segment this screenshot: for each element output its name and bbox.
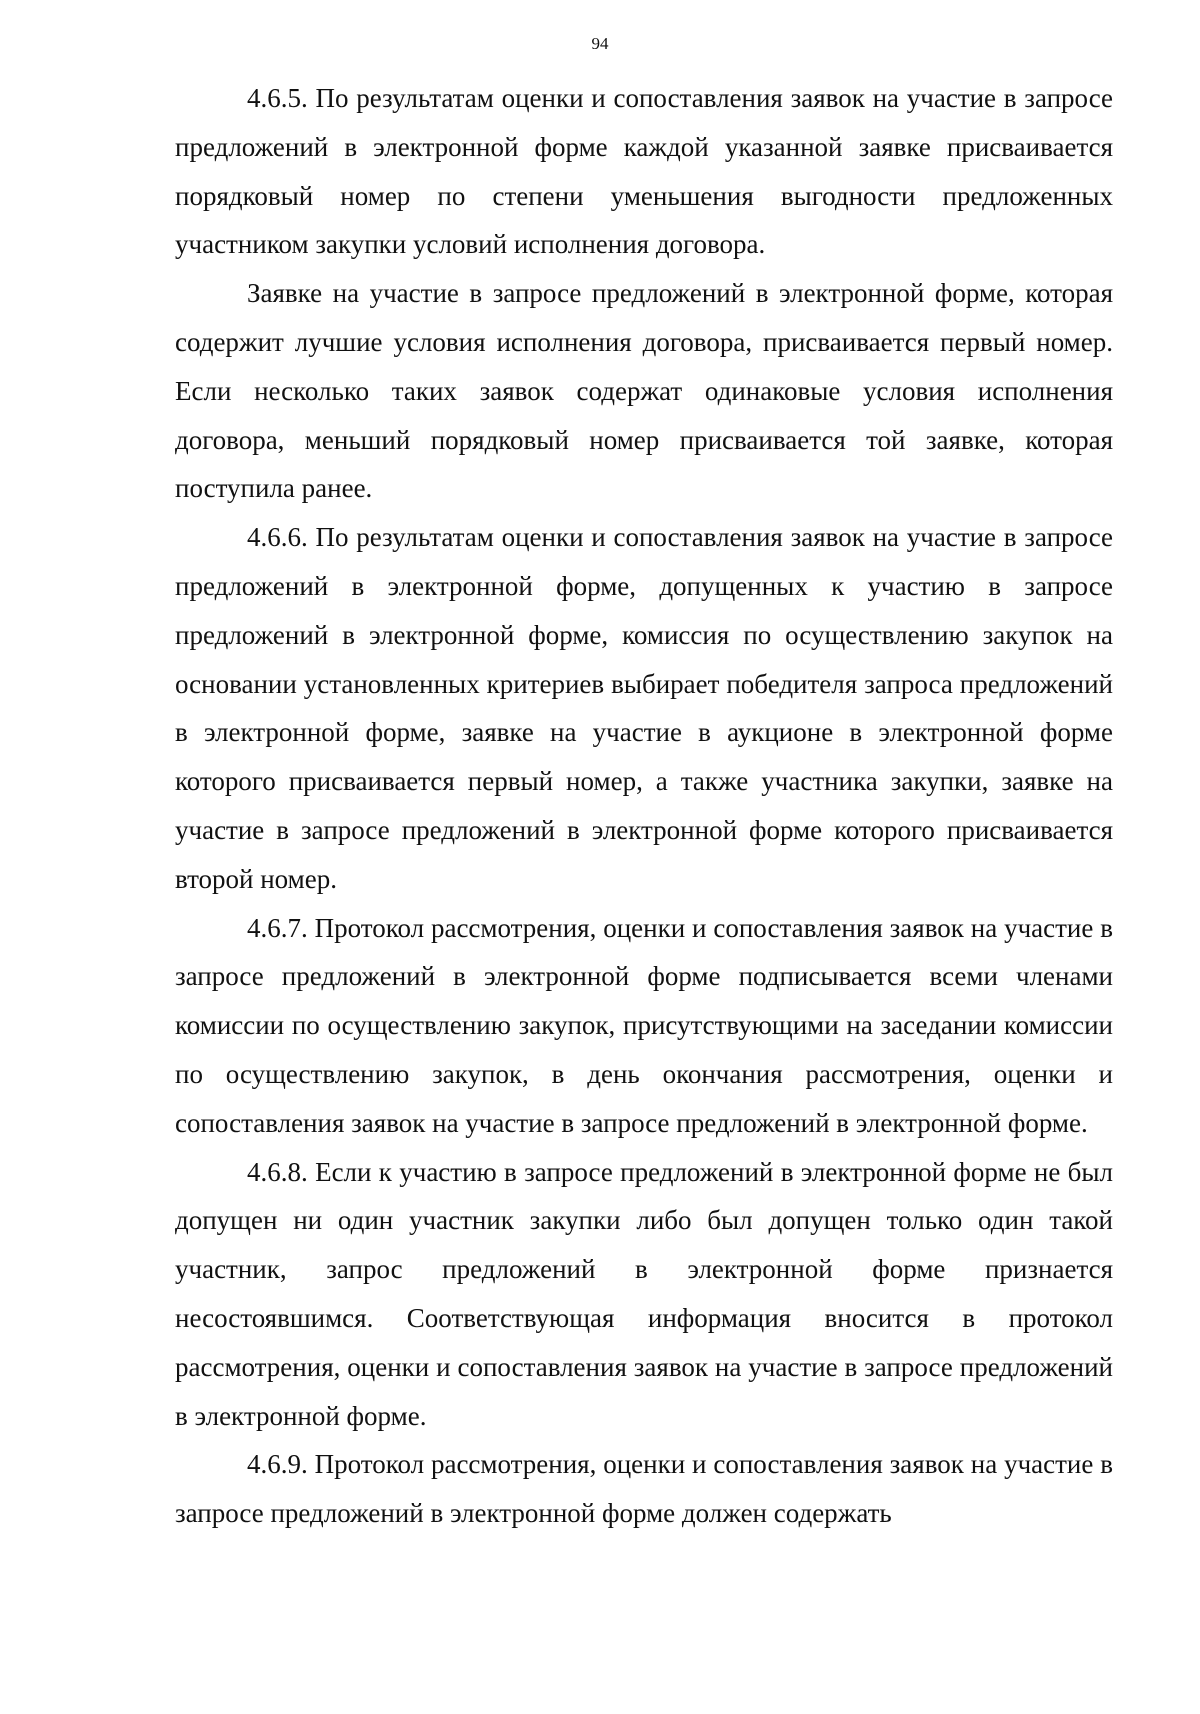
- document-body: [175, 74, 1113, 1538]
- paragraph-4-6-8: 4.6.8. Если к участию в запросе предложений в электронной форме не был допущен ни один участник закупки либо был допущен только один такой участник, запрос предложений в электронной форме признается несостоявшимся. Соответствующая информация вносится в протокол рассмотрения, оценки и сопоставления заявок на участие в запросе предложений в электронной форме.: [175, 1156, 1113, 1431]
- paragraph-4-6-5: 4.6.5. По результатам оценки и сопоставления заявок на участие в запросе предложений в электронной форме каждой указанной заявке присваивается порядковый номер по степени уменьшения выгодности предложенных участником закупки условий исполнения договора.: [175, 83, 1113, 260]
- paragraph-4-6-7: 4.6.7. Протокол рассмотрения, оценки и сопоставления заявок на участие в запросе предложений в электронной форме подписывается всеми членами комиссии по осуществлению закупок, присутствующими на заседании комиссии по осуществлению закупок, в день окончания рассмотрения, оценки и сопоставления заявок на участие в запросе предложений в электронной форме.: [175, 912, 1113, 1138]
- paragraph-4-6-6: 4.6.6. По результатам оценки и сопоставления заявок на участие в запросе предложений в электронной форме, допущенных к участию в запросе предложений в электронной форме, комиссия по осуществлению закупок на основании установленных критериев выбирает победителя запроса предложений в электронной форме, заявке на участие в аукционе в электронной форме которого присваивается первый номер, а также участника закупки, заявке на участие в запросе предложений в электронной форме которого присваивается второй номер.: [175, 522, 1113, 894]
- paragraph-4-6-9: 4.6.9. Протокол рассмотрения, оценки и сопоставления заявок на участие в запросе предложений в электронной форме должен содержать: [175, 1449, 1113, 1529]
- page-number: 94: [591, 34, 609, 53]
- paragraph-4-6-5-continued: Заявке на участие в запросе предложений в электронной форме, которая содержит лучшие условия исполнения договора, присваивается первый номер. Если несколько таких заявок содержат одинаковые условия исполнения договора, меньший порядковый номер присваивается той заявке, которая поступила ранее.: [175, 278, 1113, 504]
